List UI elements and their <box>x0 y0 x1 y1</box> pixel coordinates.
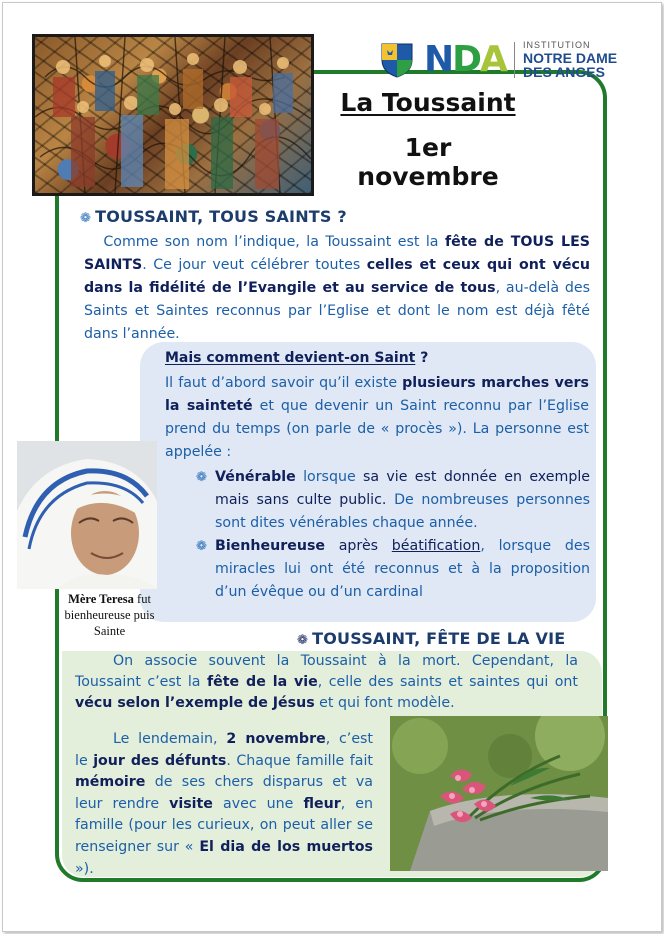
flower-bullet-icon: ❁ <box>196 470 207 485</box>
photo-caption: Mère Teresa fut bienheureuse puis Sainte <box>64 592 155 638</box>
text-run-bold: fête de la vie <box>206 674 318 690</box>
text-run-bold: jour des défunts <box>93 752 227 769</box>
green-paragraph-1 <box>75 651 578 714</box>
school-crest-icon <box>380 42 414 78</box>
text-run: et que devenir un Saint reconnu par l’Eglise prend du temps (on parle de « procès »). La personne est appelée : <box>165 398 589 460</box>
text-run-bold: El dia de los muertos <box>199 838 373 855</box>
text-run-bold: fête de TOUS LES SAINTS <box>84 234 591 273</box>
intro-paragraph <box>84 231 590 346</box>
page-title: La Toussaint <box>340 88 516 117</box>
text-run: , celle des saints et saintes qui ont <box>317 674 578 690</box>
text-run-bold: plusieurs marches vers la sainteté <box>165 375 589 414</box>
list-item-venerable: ❁ Vénérable lorsque sa vie est donnée en exemple mais sans culte public. De nombreuses personnes sont dites vénérables chaque année. <box>198 466 590 535</box>
page-subtitle: 1er novembre <box>357 133 499 191</box>
logo-name-line1: NOTRE DAME <box>523 50 618 66</box>
text-run: avec une <box>212 795 304 812</box>
text-run: de ses chers disparus et va leur rendre <box>75 774 373 812</box>
logo-institution-label: INSTITUTION <box>523 40 591 50</box>
text-run: . Ce jour veut célébrer toutes <box>142 257 367 273</box>
text-run: »). <box>75 860 94 877</box>
text-run-bold: vécu selon l’exemple de Jésus <box>75 695 315 711</box>
stained-glass-image <box>32 34 314 196</box>
mother-teresa-photo <box>17 441 157 589</box>
text-run: et qui font modèle. <box>314 695 455 711</box>
text-run-bold: fleur <box>303 795 341 812</box>
text-run: Comme son nom l’indique, la Toussaint est la <box>103 234 445 250</box>
text-run: On associe souvent la Toussaint à la mort. Cependant, la Toussaint c’est la <box>75 653 578 690</box>
blue-box-question: Mais comment devient-on Saint ? <box>165 350 429 366</box>
list-item-bienheureuse: ❁ Bienheureuse après béatification, lorsque des miracles lui ont été reconnus et à la proposition d’un évêque ou d’un cardinal <box>198 535 590 604</box>
logo-divider <box>514 42 515 78</box>
logo-name-line2: DES ANGES <box>523 64 605 80</box>
text-run-bold: celles et ceux qui ont vécu dans la fidélité de l’Evangile et au service de tous <box>84 257 590 296</box>
text-run-bold: mémoire <box>75 774 146 791</box>
blue-box-paragraph <box>165 372 589 464</box>
text-run-bold: visite <box>169 795 213 812</box>
flower-bullet-icon: ❁ <box>80 211 92 226</box>
text-run: . Chaque famille fait <box>226 752 373 769</box>
text-run: Il faut d’abord savoir qu’il existe <box>165 375 403 391</box>
section-heading-tous-saints: ❁ TOUSSAINT, TOUS SAINTS ? <box>80 207 347 226</box>
text-run: , c’est le <box>75 731 373 769</box>
flower-bullet-icon: ❁ <box>196 539 207 554</box>
green-paragraph-2 <box>75 729 373 880</box>
text-run-bold: 2 novembre <box>226 731 326 747</box>
institution-logo <box>380 40 640 82</box>
text-run: , en famille (pour les curieux, on peut aller se renseigner sur « <box>75 795 373 855</box>
logo-letters: NDA <box>424 39 506 80</box>
section-heading-fete-de-la-vie: ❁ TOUSSAINT, FÊTE DE LA VIE <box>297 629 566 648</box>
text-run: Le lendemain, <box>113 731 227 747</box>
flower-bullet-icon: ❁ <box>297 633 309 648</box>
text-run: , au-delà des Saints et Saintes reconnus par l’Eglise et dont le nom est déjà fêté dans l’année. <box>84 280 590 342</box>
flowers-on-tombstone-photo <box>390 716 608 871</box>
